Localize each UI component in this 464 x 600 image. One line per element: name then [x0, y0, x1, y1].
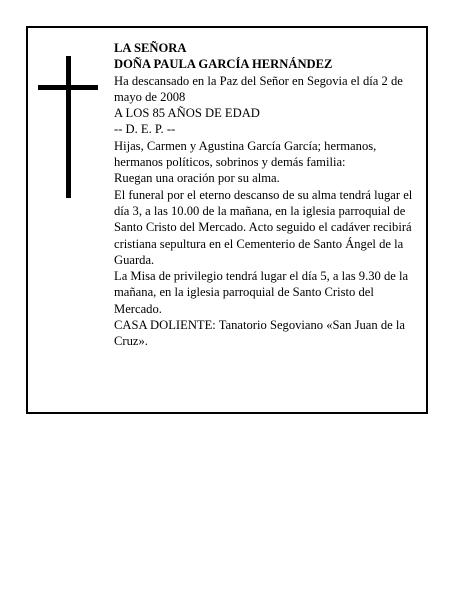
- death-statement: Ha descansado en la Paz del Señor en Segovia el día 2 de mayo de 2008: [114, 73, 403, 104]
- notice-text: [114, 40, 422, 350]
- prayer-request: Ruegan una oración por su alma.: [114, 171, 280, 186]
- obituary-notice: [26, 26, 428, 414]
- age-line: A LOS 85 AÑOS DE EDAD: [114, 106, 260, 121]
- family-line: Hijas, Carmen y Agustina García García; hermanos, hermanos políticos, sobrinos y demás familia:: [114, 138, 377, 170]
- rip-line: -- D. E. P. --: [114, 122, 176, 137]
- cross-horizontal-bar: [38, 85, 98, 90]
- mass-details: La Misa de privilegio tendrá lugar el día 5, a las 9.30 de la mañana, en la iglesia parroquial de Santo Cristo del Mercado.: [114, 269, 409, 316]
- notice-title: LA SEÑORA: [114, 41, 187, 55]
- cross-vertical-bar: [66, 56, 71, 198]
- funeral-home: CASA DOLIENTE: Tanatorio Segoviano «San Juan de la Cruz».: [114, 318, 405, 349]
- deceased-name: DOÑA PAULA GARCÍA HERNÁNDEZ: [114, 57, 333, 72]
- funeral-details: El funeral por el eterno descanso de su alma tendrá lugar el día 3, a las 10.00 de la mañana, en la iglesia parroquial de Santo Cristo del Mercado. Acto seguido el cadáver recibirá cristiana sepultura en el Cementerio de Santo Ángel de la Guarda.: [114, 187, 413, 267]
